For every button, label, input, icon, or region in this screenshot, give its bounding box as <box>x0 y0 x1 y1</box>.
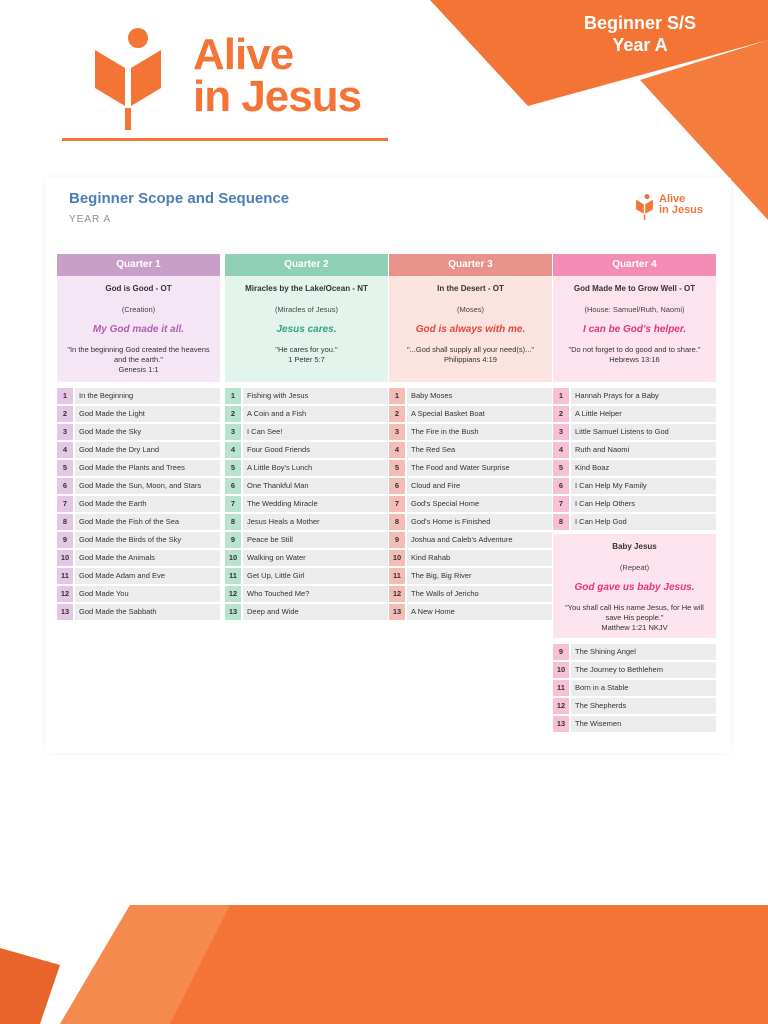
lesson-row <box>57 424 220 440</box>
lesson-title: I Can Help My Family <box>571 478 716 494</box>
lesson-row <box>225 388 388 404</box>
lesson-row <box>553 388 716 404</box>
memory-verse: "He cares for you." <box>275 345 338 354</box>
theme-subtitle: (Moses) <box>456 305 485 314</box>
lesson-title: God Made the Fish of the Sea <box>75 514 220 530</box>
lesson-number: 10 <box>553 662 569 678</box>
small-logo-wordmark <box>659 194 703 216</box>
lesson-number: 1 <box>225 388 241 404</box>
header-divider <box>62 138 388 141</box>
lesson-row <box>57 388 220 404</box>
theme-title: In the Desert - OT <box>437 284 504 293</box>
lesson-title: Joshua and Caleb's Adventure <box>407 532 552 548</box>
lesson-row <box>553 424 716 440</box>
lesson-row <box>389 586 552 602</box>
lesson-title: Deep and Wide <box>243 604 388 620</box>
lesson-row <box>389 496 552 512</box>
lesson-title: The Wedding Miracle <box>243 496 388 512</box>
lesson-title: Born in a Stable <box>571 680 716 696</box>
lesson-row <box>225 568 388 584</box>
lesson-number: 3 <box>225 424 241 440</box>
lesson-row <box>225 604 388 620</box>
lesson-number: 4 <box>57 442 73 458</box>
lesson-number: 5 <box>553 460 569 476</box>
lesson-number: 11 <box>225 568 241 584</box>
small-logo-line1: Alive <box>659 193 686 205</box>
lesson-title: God Made the Dry Land <box>75 442 220 458</box>
lesson-title: God Made You <box>75 586 220 602</box>
lesson-row <box>389 550 552 566</box>
lesson-list <box>57 388 220 620</box>
memory-verse: "Do not forget to do good and to share." <box>568 345 701 354</box>
lesson-list <box>553 388 716 530</box>
lesson-number: 3 <box>57 424 73 440</box>
scope-sequence-card <box>45 178 731 753</box>
lesson-title: God's Home is Finished <box>407 514 552 530</box>
lesson-row <box>553 496 716 512</box>
lesson-row <box>225 460 388 476</box>
lesson-title: I Can Help Others <box>571 496 716 512</box>
edition-label-line1: Beginner S/S <box>583 13 697 33</box>
lesson-row <box>553 406 716 422</box>
lesson-title: God Made the Animals <box>75 550 220 566</box>
lesson-number: 12 <box>389 586 405 602</box>
lesson-row <box>225 514 388 530</box>
lesson-row <box>553 698 716 714</box>
lesson-number: 9 <box>225 532 241 548</box>
edition-label <box>560 12 720 56</box>
lesson-number: 6 <box>553 478 569 494</box>
lesson-title: Kind Boaz <box>571 460 716 476</box>
logo-wordmark <box>193 30 362 121</box>
extra-theme-box <box>553 534 716 638</box>
verse-reference: Hebrews 13:16 <box>609 355 660 364</box>
quarter-header: Quarter 2 <box>225 254 388 276</box>
lesson-number: 13 <box>57 604 73 620</box>
lesson-title: God Made the Birds of the Sky <box>75 532 220 548</box>
theme-box <box>57 276 220 382</box>
document-subtitle: YEAR A <box>69 214 112 225</box>
lesson-title: God Made Adam and Eve <box>75 568 220 584</box>
lesson-title: The Journey to Bethlehem <box>571 662 716 678</box>
lesson-number: 11 <box>553 680 569 696</box>
lesson-list <box>553 644 716 732</box>
lesson-title: I Can See! <box>243 424 388 440</box>
lesson-title: God Made the Plants and Trees <box>75 460 220 476</box>
small-logo-mark-icon <box>635 194 655 220</box>
lesson-row <box>389 568 552 584</box>
lesson-title: God Made the Sun, Moon, and Stars <box>75 478 220 494</box>
lesson-title: A Little Helper <box>571 406 716 422</box>
lesson-row <box>57 478 220 494</box>
lesson-title: In the Beginning <box>75 388 220 404</box>
lesson-title: Little Samuel Listens to God <box>571 424 716 440</box>
key-thought: My God made it all. <box>92 324 185 335</box>
lesson-title: The Walls of Jericho <box>407 586 552 602</box>
lesson-number: 13 <box>389 604 405 620</box>
lesson-title: The Red Sea <box>407 442 552 458</box>
lesson-number: 13 <box>553 716 569 732</box>
lesson-number: 6 <box>57 478 73 494</box>
logo-mark-icon <box>95 28 165 130</box>
lesson-number: 10 <box>57 550 73 566</box>
lesson-title: Fishing with Jesus <box>243 388 388 404</box>
lesson-title: Who Touched Me? <box>243 586 388 602</box>
lesson-row <box>389 532 552 548</box>
lesson-number: 11 <box>57 568 73 584</box>
lesson-row <box>389 424 552 440</box>
lesson-row <box>57 496 220 512</box>
theme-box <box>389 276 552 382</box>
memory-verse: "...God shall supply all your need(s)..." <box>406 345 535 354</box>
lesson-row <box>389 442 552 458</box>
lesson-row <box>389 478 552 494</box>
lesson-number: 9 <box>57 532 73 548</box>
lesson-number: 2 <box>57 406 73 422</box>
lesson-number: 6 <box>225 478 241 494</box>
document-title: Beginner Scope and Sequence <box>69 190 290 207</box>
lesson-number: 8 <box>553 514 569 530</box>
theme-title: Miracles by the Lake/Ocean - NT <box>245 284 368 293</box>
verse-reference: Philippians 4:19 <box>444 355 497 364</box>
verse-reference: Matthew 1:21 NKJV <box>601 623 668 632</box>
lesson-row <box>225 442 388 458</box>
lesson-title: The Fire in the Bush <box>407 424 552 440</box>
lesson-title: A Coin and a Fish <box>243 406 388 422</box>
lesson-list <box>389 388 552 620</box>
lesson-row <box>389 406 552 422</box>
lesson-number: 3 <box>553 424 569 440</box>
lesson-row <box>57 568 220 584</box>
logo-line2: in Jesus <box>193 72 362 121</box>
lesson-title: The Wisemen <box>571 716 716 732</box>
lesson-row <box>225 406 388 422</box>
key-thought: Jesus cares. <box>276 324 337 335</box>
theme-subtitle: (Miracles of Jesus) <box>275 305 338 314</box>
lesson-list <box>225 388 388 620</box>
lesson-number: 5 <box>389 460 405 476</box>
lesson-number: 4 <box>389 442 405 458</box>
lesson-row <box>225 478 388 494</box>
lesson-number: 8 <box>57 514 73 530</box>
lesson-number: 3 <box>389 424 405 440</box>
key-thought: I can be God's helper. <box>583 324 686 335</box>
lesson-row <box>553 514 716 530</box>
quarter-4-column <box>553 254 716 734</box>
lesson-title: God Made the Sky <box>75 424 220 440</box>
lesson-number: 4 <box>553 442 569 458</box>
verse-reference: 1 Peter 5:7 <box>288 355 325 364</box>
lesson-number: 1 <box>553 388 569 404</box>
theme-subtitle: (Repeat) <box>619 563 650 572</box>
lesson-number: 9 <box>389 532 405 548</box>
lesson-title: Ruth and Naomi <box>571 442 716 458</box>
lesson-number: 10 <box>225 550 241 566</box>
lesson-row <box>389 388 552 404</box>
lesson-row <box>225 532 388 548</box>
theme-title: God Made Me to Grow Well - OT <box>573 284 696 293</box>
lesson-row <box>389 514 552 530</box>
lesson-title: The Big, Big River <box>407 568 552 584</box>
quarter-header: Quarter 3 <box>389 254 552 276</box>
lesson-row <box>57 406 220 422</box>
lesson-title: A Little Boy's Lunch <box>243 460 388 476</box>
memory-verse: "In the beginning God created the heavens and the earth." <box>67 345 210 364</box>
lesson-number: 12 <box>553 698 569 714</box>
lesson-title: God Made the Earth <box>75 496 220 512</box>
lesson-title: Get Up, Little Girl <box>243 568 388 584</box>
lesson-title: Cloud and Fire <box>407 478 552 494</box>
lesson-row <box>57 442 220 458</box>
lesson-number: 7 <box>225 496 241 512</box>
lesson-row <box>57 604 220 620</box>
lesson-number: 13 <box>225 604 241 620</box>
lesson-row <box>57 532 220 548</box>
key-thought: God is always with me. <box>415 324 526 335</box>
lesson-title: A Special Basket Boat <box>407 406 552 422</box>
lesson-number: 10 <box>389 550 405 566</box>
theme-title: Baby Jesus <box>612 542 657 551</box>
lesson-number: 1 <box>389 388 405 404</box>
lesson-number: 2 <box>553 406 569 422</box>
quarter-1-column <box>57 254 220 622</box>
lesson-row <box>553 478 716 494</box>
lesson-number: 5 <box>57 460 73 476</box>
lesson-row <box>389 460 552 476</box>
memory-verse: "You shall call His name Jesus, for He will save His people." <box>565 603 704 622</box>
quarter-header: Quarter 1 <box>57 254 220 276</box>
lesson-title: Baby Moses <box>407 388 552 404</box>
lesson-number: 2 <box>389 406 405 422</box>
lesson-row <box>57 586 220 602</box>
lesson-title: Jesus Heals a Mother <box>243 514 388 530</box>
lesson-title: Walking on Water <box>243 550 388 566</box>
lesson-row <box>553 442 716 458</box>
quarter-2-column <box>225 254 388 622</box>
theme-box <box>553 276 716 382</box>
lesson-number: 7 <box>389 496 405 512</box>
lesson-number: 11 <box>389 568 405 584</box>
edition-label-line2: Year A <box>612 35 668 55</box>
lesson-row <box>225 424 388 440</box>
theme-subtitle: (House: Samuel/Ruth, Naomi) <box>584 305 685 314</box>
lesson-row <box>553 460 716 476</box>
lesson-number: 4 <box>225 442 241 458</box>
lesson-title: I Can Help God <box>571 514 716 530</box>
lesson-title: Four Good Friends <box>243 442 388 458</box>
lesson-number: 7 <box>553 496 569 512</box>
quarter-3-column <box>389 254 552 622</box>
theme-box <box>225 276 388 382</box>
lesson-number: 9 <box>553 644 569 660</box>
lesson-title: God Made the Light <box>75 406 220 422</box>
lesson-title: God's Special Home <box>407 496 552 512</box>
lesson-number: 5 <box>225 460 241 476</box>
lesson-title: Peace be Still <box>243 532 388 548</box>
lesson-row <box>553 680 716 696</box>
quarter-header: Quarter 4 <box>553 254 716 276</box>
lesson-title: One Thankful Man <box>243 478 388 494</box>
lesson-number: 8 <box>225 514 241 530</box>
lesson-row <box>57 550 220 566</box>
small-logo-line2: in Jesus <box>659 204 704 216</box>
lesson-row <box>553 644 716 660</box>
lesson-number: 2 <box>225 406 241 422</box>
lesson-row <box>389 604 552 620</box>
lesson-row <box>225 496 388 512</box>
key-thought: God gave us baby Jesus. <box>574 582 695 593</box>
lesson-number: 1 <box>57 388 73 404</box>
lesson-row <box>553 716 716 732</box>
lesson-row <box>553 662 716 678</box>
lesson-number: 7 <box>57 496 73 512</box>
lesson-title: The Food and Water Surprise <box>407 460 552 476</box>
theme-title: God is Good - OT <box>105 284 172 293</box>
lesson-number: 12 <box>57 586 73 602</box>
lesson-title: Hannah Prays for a Baby <box>571 388 716 404</box>
lesson-number: 12 <box>225 586 241 602</box>
lesson-row <box>57 514 220 530</box>
lesson-title: The Shining Angel <box>571 644 716 660</box>
lesson-title: The Shepherds <box>571 698 716 714</box>
verse-reference: Genesis 1:1 <box>118 365 159 374</box>
lesson-number: 8 <box>389 514 405 530</box>
lesson-row <box>225 586 388 602</box>
lesson-title: God Made the Sabbath <box>75 604 220 620</box>
theme-subtitle: (Creation) <box>121 305 156 314</box>
lesson-row <box>225 550 388 566</box>
lesson-row <box>57 460 220 476</box>
lesson-title: A New Home <box>407 604 552 620</box>
lesson-title: Kind Rahab <box>407 550 552 566</box>
lesson-number: 6 <box>389 478 405 494</box>
logo-line1: Alive <box>193 30 294 79</box>
